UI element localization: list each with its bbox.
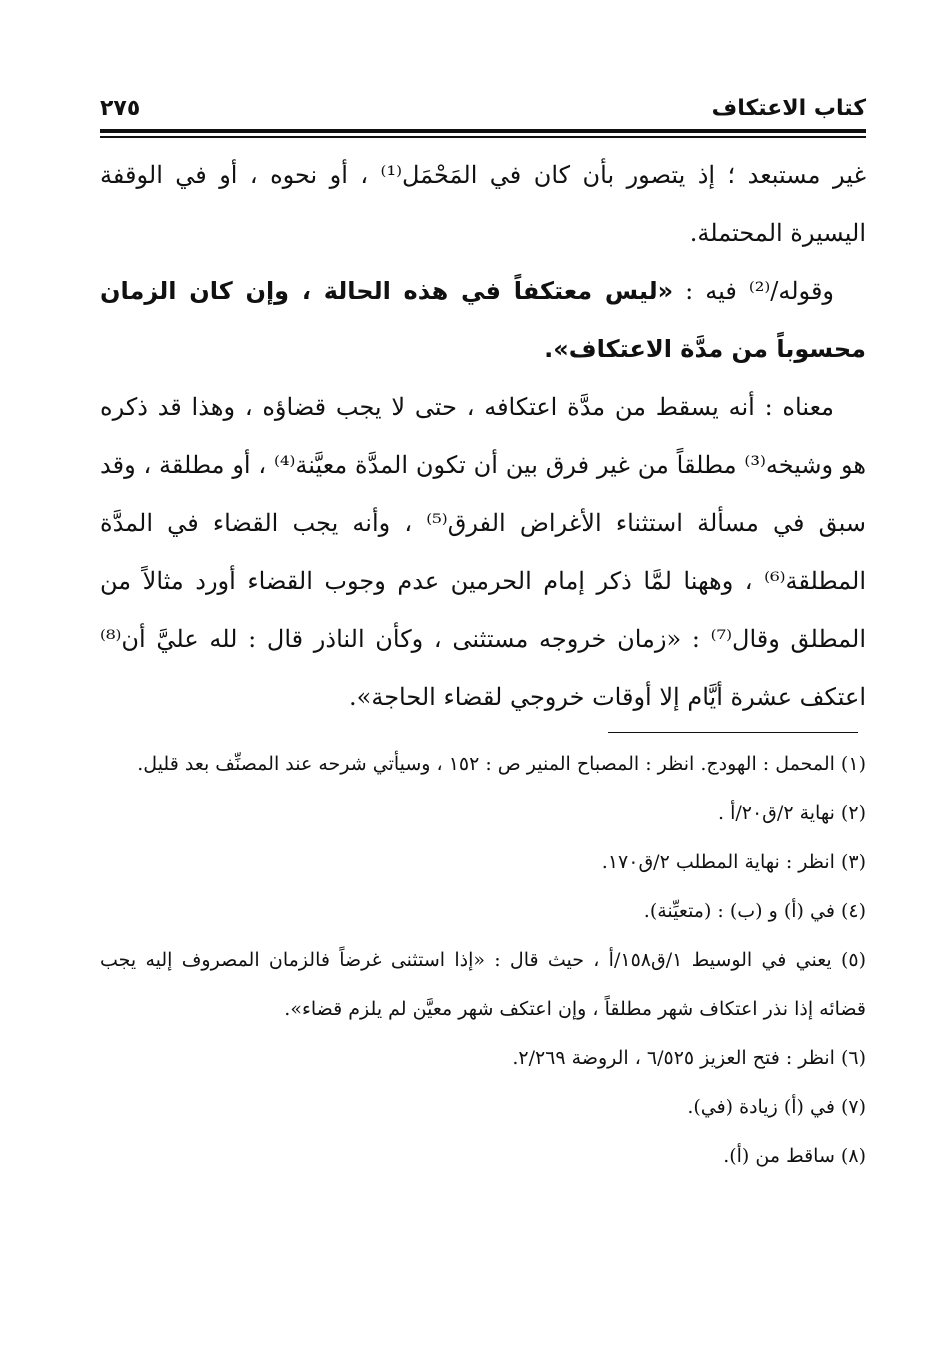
footnote-8: (٨) ساقط من (أ). — [723, 1145, 866, 1167]
footnote-7: (٧) في (أ) زيادة (في). — [687, 1096, 866, 1118]
footnote-2: (٢) نهاية ٢/ق٢٠/أ . — [717, 802, 866, 824]
main-text — [100, 146, 866, 726]
paragraph-3: معناه : أنه يسقط من مدَّة اعتكافه ، حتى لا يجب قضاؤه ، وهذا قد ذكره هو وشيخه⁽³⁾ مطلقاً من غير فرق بين أن تكون المدَّة معيَّنة⁽⁴⁾ ، أو مطلقة ، وقد سبق في مسألة استثناء الأغراض الفرق⁽⁵⁾ ، وأنه يجب القضاء في المدَّة المطلقة⁽⁶⁾ ، وههنا لمَّا ذكر إمام الحرمين عدم وجوب القضاء أورد مثالاً من المطلق وقال⁽⁷⁾ : «زمان خروجه مستثنى ، وكأن الناذر قال : لله عليَّ أن⁽⁸⁾ اعتكف عشرة أيَّام إلا أوقات خروجي لقضاء الحاجة». — [100, 393, 867, 711]
header-rule-thick — [100, 129, 866, 133]
footnote-6: (٦) انظر : فتح العزيز ٦/٥٢٥ ، الروضة ٢/٢٦٩. — [512, 1047, 866, 1069]
header-rule-thin — [100, 136, 866, 138]
quoted-text-bold: «ليس معتكفاً في هذه الحالة ، وإن كان الزمان محسوباً من مدَّة الاعتكاف». — [100, 277, 866, 363]
chapter-title: كتاب الاعتكاف — [711, 95, 866, 121]
footnote-1: (١) المحمل : الهودج. انظر : المصباح المنير ص : ١٥٢ ، وسيأتي شرحه عند المصنِّف بعد قليل. — [137, 753, 866, 775]
paragraph-1: غير مستبعد ؛ إذ يتصور بأن كان في المَحْمَل⁽¹⁾ ، أو نحوه ، أو في الوقفة اليسيرة المحتملة. — [100, 161, 866, 247]
page-number: ٢٧٥ — [100, 95, 141, 121]
paragraph-2 — [100, 262, 866, 378]
paragraph-2-lead: وقوله/⁽²⁾ فيه : — [673, 277, 835, 305]
footnote-4: (٤) في (أ) و (ب) : (متعيِّنة). — [643, 900, 866, 922]
footnote-5: (٥) يعني في الوسيط ١/ق١٥٨/أ ، حيث قال : «إذا استثنى غرضاً فالزمان المصروف إليه يجب قضائه إذا نذر اعتكاف شهر مطلقاً ، وإن اعتكف شهر معيَّن لم يلزم قضاء». — [100, 949, 867, 1020]
footnote-separator — [608, 732, 858, 733]
footnotes — [100, 740, 866, 1181]
footnote-3: (٣) انظر : نهاية المطلب ٢/ق١٧٠. — [601, 851, 866, 873]
running-header — [100, 88, 866, 128]
